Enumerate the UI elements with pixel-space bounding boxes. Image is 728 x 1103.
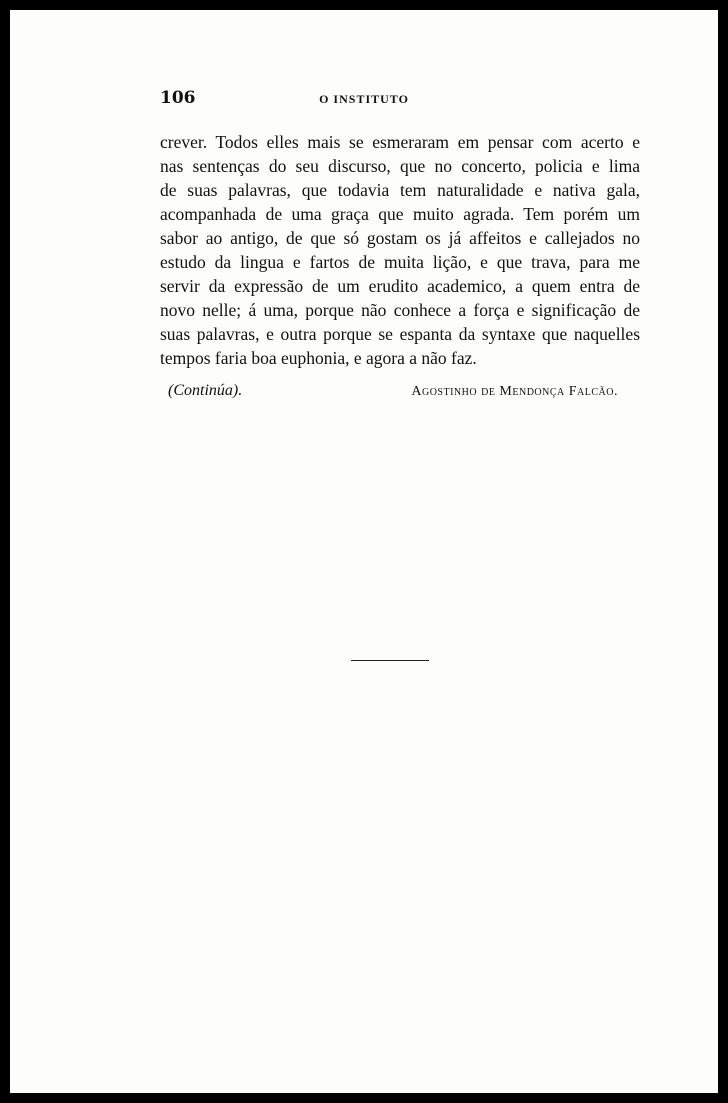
running-title: O INSTITUTO bbox=[319, 92, 409, 106]
text-line: servir da expressão de um erudito academico, a quem entra de bbox=[160, 276, 640, 296]
text-line: sabor ao antigo, de que só gostam os já affeitos e callejados no bbox=[160, 228, 640, 248]
text-line: estudo da lingua e fartos de muita lição, e que trava, para me bbox=[160, 252, 640, 272]
page-number: 106 bbox=[160, 88, 196, 108]
body-paragraph bbox=[160, 130, 640, 370]
section-divider bbox=[351, 660, 429, 661]
document-page bbox=[10, 10, 718, 1093]
text-line: de suas palavras, que todavia tem naturalidade e nativa gala, bbox=[160, 180, 640, 200]
text-line: acompanhada de uma graça que muito agrada. Tem porém um bbox=[160, 204, 640, 224]
author-signature: Agostinho de Mendonça Falcão. bbox=[411, 384, 618, 399]
text-line: nas sentenças do seu discurso, que no concerto, policia e lima bbox=[160, 156, 640, 176]
text-line: novo nelle; á uma, porque não conhece a força e significação de bbox=[160, 300, 640, 320]
text-line: tempos faria boa euphonia, e agora a não faz. bbox=[160, 348, 477, 368]
continuation-note: (Continúa). bbox=[168, 382, 243, 399]
text-line: crever. Todos elles mais se esmeraram em pensar com acerto e bbox=[160, 132, 640, 152]
text-line: suas palavras, e outra porque se espanta da syntaxe que naquelles bbox=[160, 324, 640, 344]
